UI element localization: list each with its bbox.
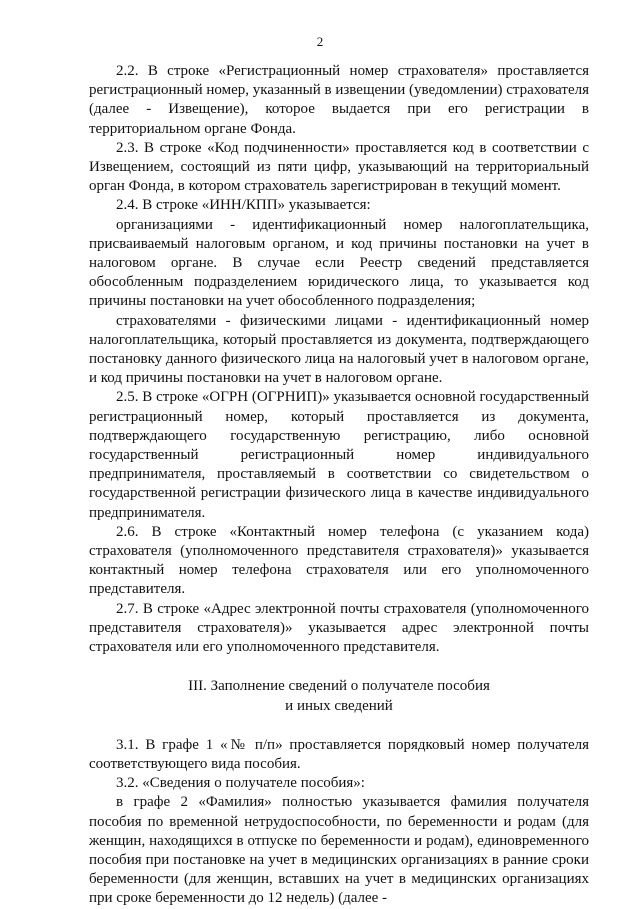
section-heading-line-1: III. Заполнение сведений о получателе пособия: [188, 678, 490, 695]
paragraph-2-6: 2.6. В строке «Контактный номер телефона (с указанием кода) страхователя (уполномоченного представителя страхователя)» указывается контактный номер телефона страхователя или его уполномоченного представителя.: [89, 523, 589, 598]
paragraph-3-1: 3.1. В графе 1 «№ п/п» проставляется порядковый номер получателя соответствующего вида пособия.: [89, 736, 589, 772]
section-heading-line-2: и иных сведений: [285, 697, 393, 714]
page-number: 2: [316, 34, 324, 49]
paragraph-2-4-organizations: организациями - идентификационный номер налогоплательщика, присваиваемый налоговым органом, и код причины постановки на учет в налоговом органе. В случае если Реестр сведений представляется обособленным подразделением юридического лица, то указывается код причины постановки на учет обособленного подразделения;: [89, 216, 589, 310]
paragraph-2-4: 2.4. В строке «ИНН/КПП» указывается:: [116, 197, 371, 214]
paragraph-3-2: 3.2. «Сведения о получателе пособия»:: [116, 775, 365, 792]
paragraph-2-7: 2.7. В строке «Адрес электронной почты страхователя (уполномоченного представителя страхователя)» указывается адрес электронной почты страхователя или его уполномоченного представителя.: [89, 600, 589, 656]
document-body: [89, 62, 589, 909]
paragraph-2-3: 2.3. В строке «Код подчиненности» проставляется код в соответствии с Извещением, состоящий из пяти цифр, указывающий на территориальный орган Фонда, в котором страхователь зарегистрирован в текущий момент.: [89, 139, 589, 195]
paragraph-3-2-surname: в графе 2 «Фамилия» полностью указывается фамилия получателя пособия по временной нетрудоспособности, по беременности и родам (для женщин, находящихся в отпуске по беременности и родам), единовременного пособия при постановке на учет в медицинских организациях в ранние сроки беременности (для женщин, вставших на учет в медицинских организациях при сроке беременности до 12 недель) (далее -: [89, 794, 589, 907]
section-heading: [89, 677, 589, 715]
paragraph-2-4-individuals: страхователями - физическими лицами - идентификационный номер налогоплательщика, который проставляется из документа, подтверждающего постановку данного физического лица на налоговый учет в налоговом органе, и код причины постановки на учет в налоговом органе.: [89, 312, 589, 387]
paragraph-2-2: 2.2. В строке «Регистрационный номер страхователя» проставляется регистрационный номер, указанный в извещении (уведомлении) страхователя (далее - Извещение), которое выдается при его регистрации в территориальном органе Фонда.: [89, 63, 589, 137]
paragraph-2-5: 2.5. В строке «ОГРН (ОГРНИП)» указывается основной государственный регистрационный номер, который проставляется из документа, подтверждающего государственную регистрацию, либо основной государственный регистрационный номер индивидуального предпринимателя, проставляемый в соответствии со свидетельством о государственной регистрации физического лица в качестве индивидуального предпринимателя.: [89, 389, 589, 521]
